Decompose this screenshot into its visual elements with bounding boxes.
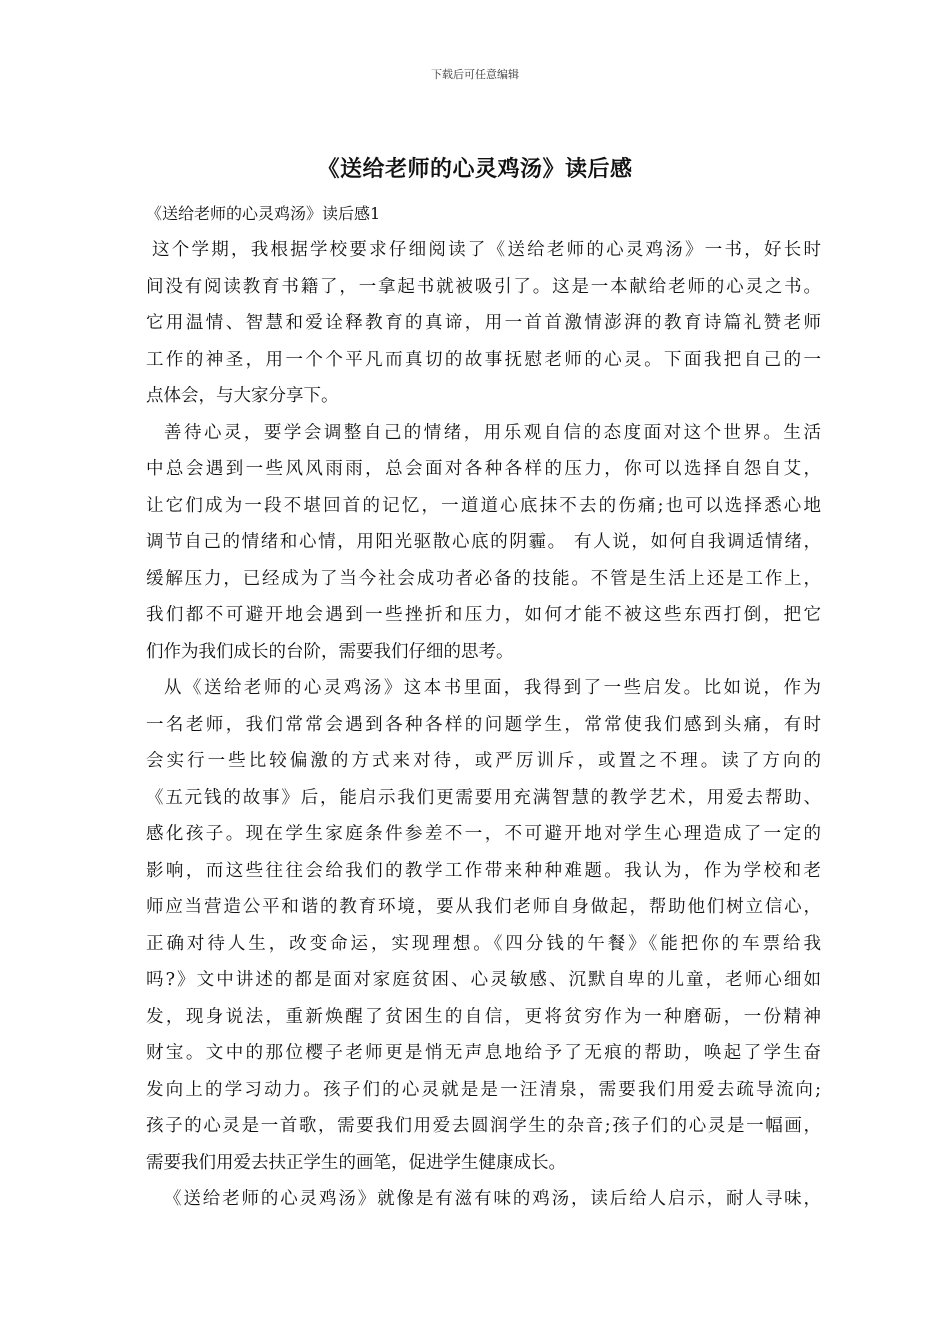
text-line: 这个学期，我根据学校要求仔细阅读了《送给老师的心灵鸡汤》一书，好长时: [152, 240, 821, 260]
text-line: 需要我们用爱去扶正学生的画笔，促进学生健康成长。: [146, 1152, 566, 1173]
text-line: 孩子的心灵是一首歌，需要我们用爱去圆润学生的杂音;孩子们的心灵是一幅画，: [146, 1116, 821, 1136]
text-line: 工作的神圣，用一个个平凡而真切的故事抚慰老师的心灵。下面我把自己的一: [146, 349, 821, 370]
section-subtitle: 《送给老师的心灵鸡汤》读后感1: [146, 204, 381, 223]
document-title: 《送给老师的心灵鸡汤》读后感: [317, 156, 633, 182]
text-line: 影响，而这些往往会给我们的教学工作带来种种难题。我认为，作为学校和老: [146, 860, 821, 881]
text-line: 缓解压力，已经成为了当今社会成功者必备的技能。不管是生活上还是工作上，: [146, 568, 821, 589]
text-line: 师应当营造公平和谐的教育环境，要从我们老师自身做起，帮助他们树立信心，: [146, 897, 821, 917]
text-line: 发，现身说法，重新焕醒了贫困生的自信，更将贫穷作为一种磨砺，一份精神: [146, 1006, 821, 1027]
text-line: 发向上的学习动力。孩子们的心灵就是是一汪清泉，需要我们用爱去疏导流向;: [146, 1079, 821, 1100]
text-line: 中总会遇到一些风风雨雨，总会面对各种各样的压力，你可以选择自怨自艾，: [146, 459, 821, 479]
text-line: 一名老师，我们常常会遇到各种各样的问题学生，常常使我们感到头痛，有时: [146, 714, 821, 735]
text-line: 从《送给老师的心灵鸡汤》这本书里面，我得到了一些启发。比如说，作为: [164, 678, 821, 698]
text-line: 间没有阅读教育书籍了，一拿起书就被吸引了。这是一本献给老师的心灵之书。: [146, 276, 821, 297]
text-line: 让它们成为一段不堪回首的记忆，一道道心底抹不去的伤痛;也可以选择悉心地: [146, 495, 821, 516]
text-line: 会实行一些比较偏激的方式来对待，或严厉训斥，或置之不理。读了方向的: [146, 751, 821, 771]
text-line: 《五元钱的故事》后，能启示我们更需要用充满智慧的教学艺术，用爱去帮助、: [146, 787, 821, 808]
text-line: 感化孩子。现在学生家庭条件参差不一，不可避开地对学生心理造成了一定的: [146, 824, 821, 844]
text-line: 们作为我们成长的台阶，需要我们仔细的思考。: [146, 641, 514, 662]
text-line: 我们都不可避开地会遇到一些挫折和压力，如何才能不被这些东西打倒，把它: [146, 605, 821, 625]
text-line: 它用温情、智慧和爱诠释教育的真谛，用一首首激情澎湃的教育诗篇礼赞老师: [146, 313, 821, 333]
body-text: [146, 232, 821, 1218]
text-line: 善待心灵，要学会调整自己的情绪，用乐观自信的态度面对这个世界。生活: [164, 422, 821, 443]
text-line: 点体会，与大家分享下。: [146, 386, 339, 406]
text-line: 调节自己的情绪和心情，用阳光驱散心底的阴霾。 有人说，如何自我调适情绪，: [146, 532, 821, 552]
text-line: 《送给老师的心灵鸡汤》就像是有滋有味的鸡汤，读后给人启示，耐人寻味，: [164, 1189, 821, 1209]
text-line: 正确对待人生，改变命运，实现理想。《四分钱的午餐》《能把你的车票给我: [146, 933, 821, 954]
header-note: 下载后可任意编辑: [431, 68, 519, 81]
text-line: 财宝。文中的那位樱子老师更是悄无声息地给予了无痕的帮助，唤起了学生奋: [146, 1043, 821, 1063]
text-line: 吗?》文中讲述的都是面对家庭贫困、心灵敏感、沉默自卑的儿童，老师心细如: [146, 970, 821, 990]
